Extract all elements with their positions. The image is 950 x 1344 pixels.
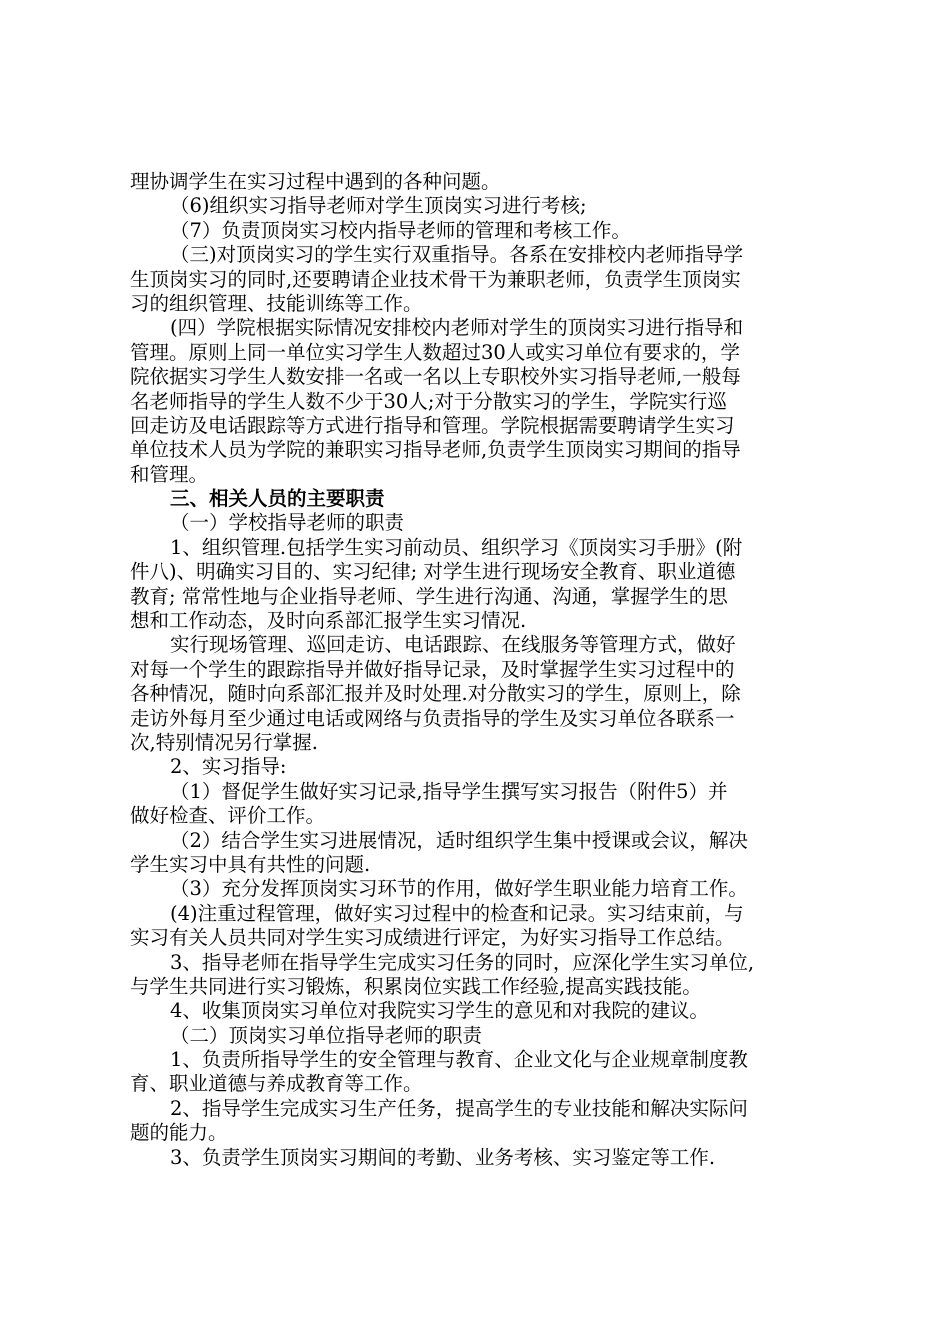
- section-heading: 三、相关人员的主要职责: [170, 487, 385, 511]
- text-line: 走访外每月至少通过电话或网络与负责指导的学生及实习单位各联系一: [130, 706, 735, 730]
- text-line: 理协调学生在实习过程中遇到的各种问题。: [130, 170, 501, 193]
- text-line: 1、负责所指导学生的安全管理与教育、企业文化与企业规章制度教: [170, 1048, 748, 1072]
- text-line: （7）负责顶岗实习校内指导老师的管理和考核工作。: [170, 218, 631, 242]
- text-line: 习的组织管理、技能训练等工作。: [130, 291, 423, 315]
- text-line: (4)注重过程管理，做好实习过程中的检查和记录。实习结束前，与: [170, 901, 744, 925]
- text-line: 院依据实习学生人数安排一名或一名以上专职校外实习指导老师,一般每: [130, 365, 741, 389]
- text-line: 4、收集顶岗实习单位对我院实习学生的意见和对我院的建议。: [170, 999, 709, 1023]
- text-line: 想和工作动态，及时向系部汇报学生实习情况.: [130, 609, 527, 633]
- text-line: (四）学院根据实际情况安排校内老师对学生的顶岗实习进行指导和: [170, 316, 744, 340]
- text-line: （二）顶岗实习单位指导老师的职责: [170, 1023, 483, 1047]
- text-line: （3）充分发挥顶岗实习环节的作用，做好学生职业能力培育工作。: [170, 877, 748, 901]
- text-line: 和管理。: [130, 462, 209, 486]
- text-line: 名老师指导的学生人数不少于30人;对于分散实习的学生，学院实行巡: [130, 389, 727, 413]
- text-line: （三)对顶岗实习的学生实行双重指导。各系在安排校内老师指导学: [170, 243, 744, 267]
- text-line: 管理。原则上同一单位实习学生人数超过30人或实习单位有要求的，学: [130, 340, 740, 364]
- text-line: 学生实习中具有共性的问题.: [130, 852, 371, 876]
- text-line: （一）学校指导老师的职责: [170, 511, 405, 535]
- text-line: 育、职业道德与养成教育等工作。: [130, 1072, 423, 1096]
- text-line: 与学生共同进行实习锻炼，积累岗位实践工作经验,提高实践技能。: [130, 974, 702, 998]
- text-line: 次,特别情况另行掌握.: [130, 730, 318, 754]
- text-line: 回走访及电话跟踪等方式进行指导和管理。学院根据需要聘请学生实习: [130, 413, 735, 437]
- text-line: 实习有关人员共同对学生实习成绩进行评定，为好实习指导工作总结。: [130, 926, 735, 950]
- text-line: 各种情况，随时向系部汇报并及时处理.对分散实习的学生，原则上，除: [130, 682, 741, 706]
- text-line: 件八)、明确实习目的、实习纪律; 对学生进行现场安全教育、职业道德: [130, 560, 736, 584]
- text-line: 2、指导学生完成实习生产任务，提高学生的专业技能和解决实际问: [170, 1096, 748, 1120]
- text-line: （6)组织实习指导老师对学生顶岗实习进行考核;: [170, 194, 587, 218]
- text-line: 实行现场管理、巡回走访、电话跟踪、在线服务等管理方式，做好: [170, 633, 736, 657]
- text-line: 题的能力。: [130, 1121, 228, 1145]
- text-line: 做好检查、评价工作。: [130, 804, 326, 828]
- document-body: [130, 170, 830, 1170]
- text-line: （1）督促学生做好实习记录,指导学生撰写实习报告（附件5）并: [170, 779, 728, 803]
- text-line: 教育; 常常性地与企业指导老师、学生进行沟通、沟通，掌握学生的思: [130, 584, 728, 608]
- text-line: 1、组织管理.包括学生实习前动员、组织学习《顶岗实习手册》(附: [170, 535, 743, 559]
- text-line: 生顶岗实习的同时,还要聘请企业技术骨干为兼职老师，负责学生顶岗实: [130, 267, 741, 291]
- text-line: （2）结合学生实习进展情况，适时组织学生集中授课或会议，解决: [170, 828, 748, 852]
- text-line: 对每一个学生的跟踪指导并做好指导记录，及时掌握学生实习过程中的: [130, 657, 735, 681]
- text-line: 3、负责学生顶岗实习期间的考勤、业务考核、实习鉴定等工作.: [170, 1145, 716, 1169]
- text-line: 2、实习指导:: [170, 755, 287, 779]
- text-line: 3、指导老师在指导学生完成实习任务的同时，应深化学生实习单位,: [170, 950, 755, 974]
- text-line: 单位技术人员为学院的兼职实习指导老师,负责学生顶岗实习期间的指导: [130, 438, 741, 462]
